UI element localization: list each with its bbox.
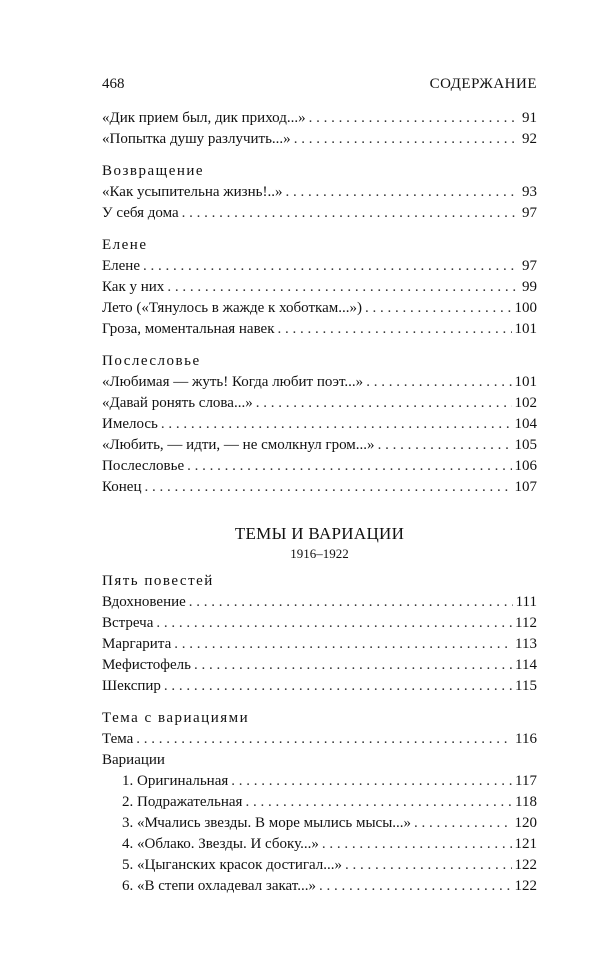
toc-entry-page: 91 — [522, 110, 537, 126]
toc-entry-title: «Попытка душу разлучить...» — [102, 131, 291, 147]
toc-entry-title: 3. «Мчались звезды. В море мылись мысы...» — [122, 815, 412, 831]
dot-leader — [144, 477, 511, 498]
dot-leader — [322, 834, 512, 855]
toc-entry-title: Мефистофель — [102, 657, 191, 673]
toc-entry-page: 97 — [522, 205, 537, 221]
page-header — [102, 76, 537, 98]
toc-entry-page: 117 — [515, 773, 537, 789]
book-block-years: 1916–1922 — [290, 546, 349, 561]
toc-entry-title: 2. Подражательная — [122, 794, 243, 810]
toc-entry-title: «Дик прием был, дик приход...» — [102, 110, 306, 126]
dot-leader — [278, 319, 512, 340]
toc-entry-page: 99 — [522, 279, 537, 295]
toc-entry — [102, 771, 537, 792]
toc-entry — [102, 414, 537, 435]
toc-entry-title: «Любить, — идти, — не смолкнул гром...» — [102, 437, 375, 453]
dot-leader — [167, 277, 519, 298]
toc-entry-page: 102 — [514, 395, 537, 411]
toc-entry-page: 101 — [514, 321, 537, 337]
dot-leader — [189, 592, 513, 613]
toc-entry-page: 120 — [514, 815, 537, 831]
toc-entry — [102, 613, 537, 634]
toc-entry-page: 100 — [514, 300, 537, 316]
dot-leader — [414, 813, 511, 834]
section-heading: Пять повестей — [102, 573, 214, 589]
toc-entry-title: Как у них — [102, 279, 165, 295]
section-heading: Елене — [102, 237, 148, 253]
toc-entry — [102, 256, 537, 277]
toc-entry — [102, 834, 537, 855]
toc-entry-title: Встреча — [102, 615, 154, 631]
table-of-contents — [102, 108, 537, 897]
toc-entry-title: 4. «Облако. Звезды. И сбоку...» — [122, 836, 319, 852]
toc-entry-page: 116 — [515, 731, 537, 747]
toc-entry-page: 122 — [514, 857, 537, 873]
toc-entry-title: 6. «В степи охладевал закат...» — [122, 878, 316, 894]
toc-entry — [102, 298, 537, 319]
toc-entry-page: 112 — [515, 615, 537, 631]
toc-entry-title: Имелось — [102, 416, 158, 432]
dot-leader — [156, 613, 512, 634]
section-heading: Тема с вариациями — [102, 710, 250, 726]
dot-leader — [174, 634, 512, 655]
toc-entry-title: 1. Оригинальная — [122, 773, 229, 789]
toc-entry-page: 92 — [522, 131, 537, 147]
toc-entry — [102, 729, 537, 750]
dot-leader — [136, 729, 512, 750]
toc-entry-title: «Как усыпительна жизнь!..» — [102, 184, 283, 200]
dot-leader — [164, 676, 512, 697]
toc-entry-page: 105 — [514, 437, 537, 453]
toc-entry-title: У себя дома — [102, 205, 179, 221]
variations-label: Вариации — [102, 752, 165, 768]
toc-entry — [102, 592, 537, 613]
toc-entry — [102, 277, 537, 298]
toc-entry — [102, 393, 537, 414]
toc-entry — [102, 319, 537, 340]
dot-leader — [365, 298, 512, 319]
toc-entry-title: Тема — [102, 731, 134, 747]
toc-entry-page: 104 — [514, 416, 537, 432]
toc-entry — [102, 676, 537, 697]
toc-entry-title: 5. «Цыганских красок достигал...» — [122, 857, 343, 873]
dot-leader — [285, 182, 519, 203]
toc-entry — [102, 456, 537, 477]
toc-entry-title: Елене — [102, 258, 140, 274]
toc-entry — [102, 813, 537, 834]
toc-entry — [102, 203, 537, 224]
toc-entry-page: 101 — [514, 374, 537, 390]
dot-leader — [161, 414, 512, 435]
toc-entry-page: 97 — [522, 258, 537, 274]
toc-entry — [102, 792, 537, 813]
toc-entry — [102, 477, 537, 498]
dot-leader — [294, 129, 519, 150]
toc-entry-title: Послесловье — [102, 458, 185, 474]
toc-entry — [102, 855, 537, 876]
dot-leader — [182, 203, 519, 224]
toc-entry-page: 122 — [514, 878, 537, 894]
toc-entry — [102, 129, 537, 150]
toc-entry — [102, 372, 537, 393]
dot-leader — [143, 256, 519, 277]
dot-leader — [366, 372, 511, 393]
section-heading: Возвращение — [102, 163, 205, 179]
toc-entry-page: 118 — [515, 794, 537, 810]
toc-entry — [102, 876, 537, 897]
book-block-title: ТЕМЫ И ВАРИАЦИИ — [234, 524, 405, 543]
toc-entry-page: 106 — [514, 458, 537, 474]
toc-entry-title: Лето («Тянулось в жажде к хоботкам...») — [102, 300, 362, 316]
dot-leader — [194, 655, 512, 676]
dot-leader — [345, 855, 511, 876]
toc-entry-page: 107 — [514, 479, 537, 495]
toc-entry-title: Гроза, моментальная навек — [102, 321, 275, 337]
running-title: СОДЕРЖАНИЕ — [429, 76, 537, 92]
page-number: 468 — [102, 76, 125, 92]
toc-entry-title: Вдохновение — [102, 594, 186, 610]
toc-entry-page: 115 — [515, 678, 537, 694]
toc-entry-page: 93 — [522, 184, 537, 200]
section-heading: Послесловье — [102, 353, 201, 369]
dot-leader — [187, 456, 511, 477]
toc-entry-title: «Любимая — жуть! Когда любит поэт...» — [102, 374, 364, 390]
toc-entry-title: Маргарита — [102, 636, 172, 652]
toc-entry — [102, 435, 537, 456]
toc-entry-title: «Давай ронять слова...» — [102, 395, 253, 411]
toc-entry-page: 113 — [515, 636, 537, 652]
dot-leader — [319, 876, 512, 897]
toc-entry — [102, 634, 537, 655]
toc-entry — [102, 655, 537, 676]
dot-leader — [309, 108, 519, 129]
toc-entry-page: 121 — [514, 836, 537, 852]
toc-entry-page: 111 — [515, 594, 537, 610]
dot-leader — [256, 393, 512, 414]
toc-entry-title: Конец — [102, 479, 142, 495]
toc-entry — [102, 108, 537, 129]
toc-entry-title: Шекспир — [102, 678, 161, 694]
dot-leader — [378, 435, 512, 456]
toc-entry — [102, 182, 537, 203]
dot-leader — [231, 771, 512, 792]
toc-entry-page: 114 — [515, 657, 537, 673]
dot-leader — [245, 792, 512, 813]
